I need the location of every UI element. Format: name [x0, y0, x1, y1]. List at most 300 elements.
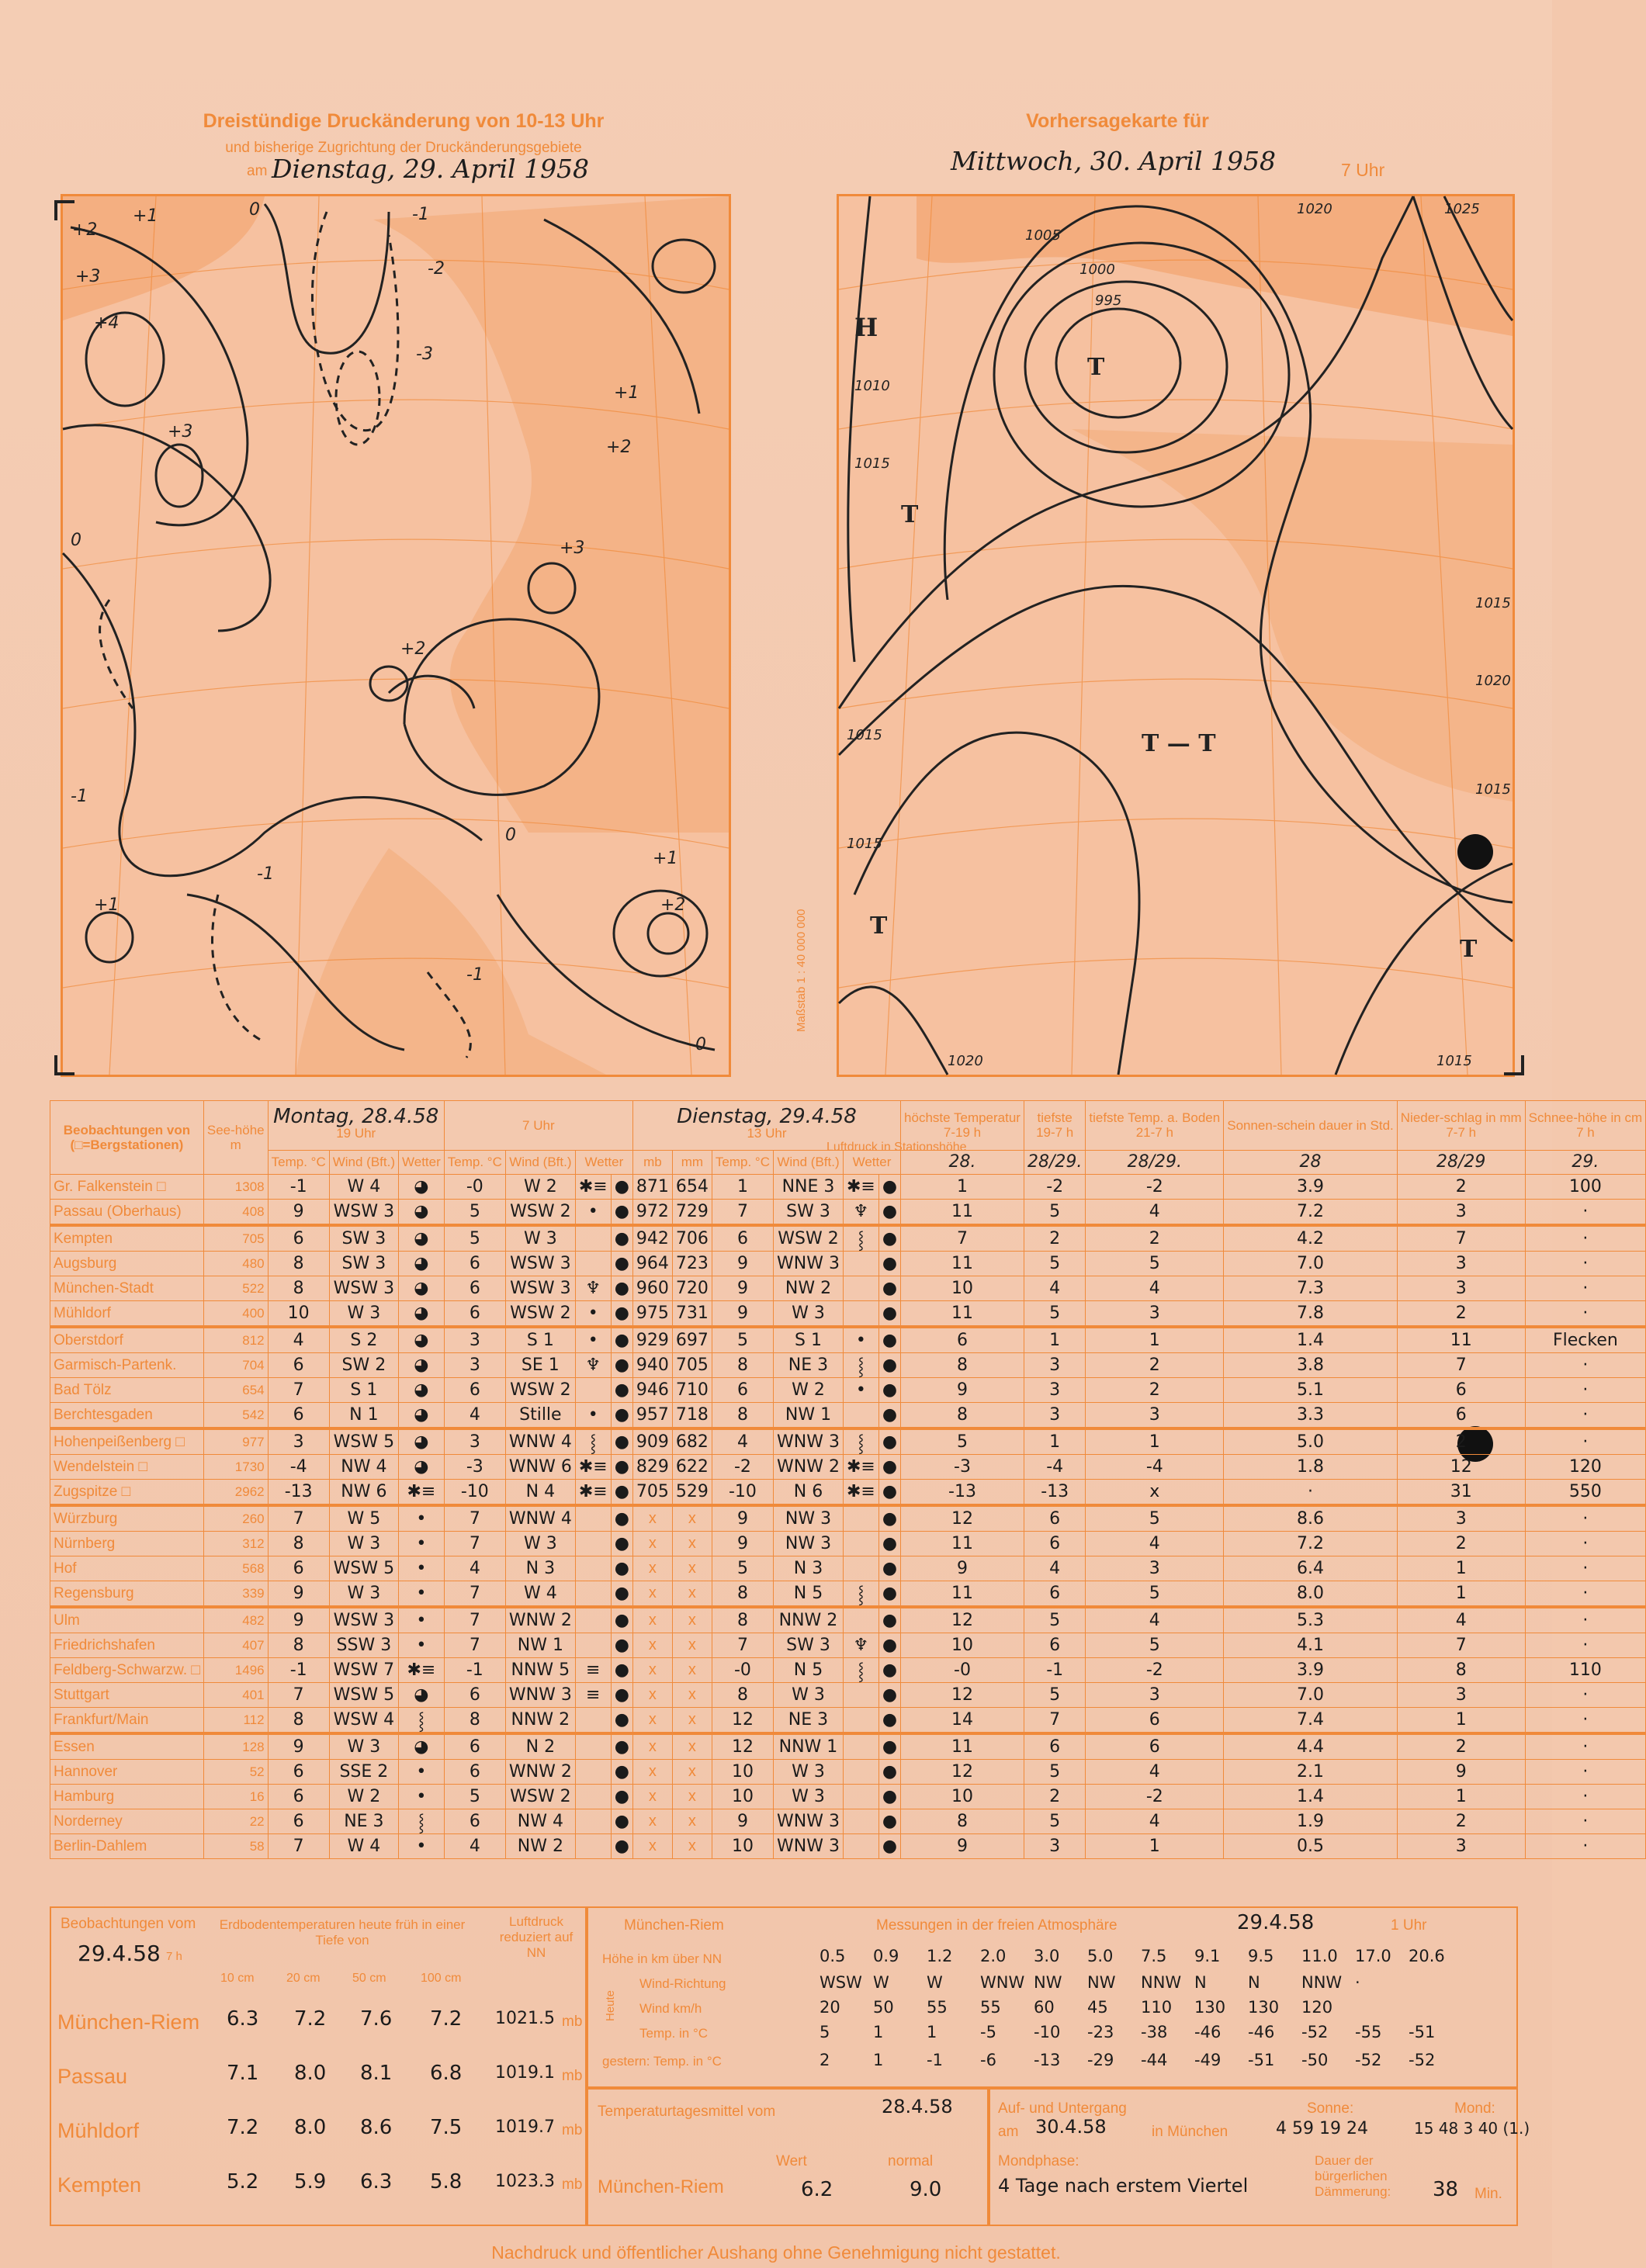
table-cell — [575, 1532, 611, 1556]
table-row — [50, 1455, 1646, 1480]
table-cell — [575, 1809, 611, 1834]
table-cell: 1 — [1397, 1556, 1525, 1581]
table-cell: 6 — [268, 1785, 329, 1809]
table-cell — [843, 1252, 878, 1276]
table-cell: ● — [611, 1505, 632, 1532]
soil-title: Beobachtungen vom — [61, 1916, 196, 1932]
table-cell: ● — [611, 1809, 632, 1834]
table-cell: x — [672, 1607, 712, 1633]
table-cell — [575, 1760, 611, 1785]
table-cell: 5 — [1024, 1607, 1085, 1633]
footer-notice: Nachdruck und öffentlicher Aushang ohne Genehmigung nicht gestattet. — [491, 2242, 1061, 2263]
table-cell: 11 — [901, 1200, 1024, 1226]
table-cell: ● — [878, 1301, 900, 1328]
map1-subtitle: und bisherige Zugrichtung der Druckänderungsgebiete — [225, 140, 582, 156]
table-cell: 0.5 — [1224, 1834, 1398, 1859]
aloft-cell: -10 — [1034, 2023, 1061, 2041]
table-cell: ● — [611, 1760, 632, 1785]
table-cell: x — [672, 1556, 712, 1581]
aloft-cell: 0.5 — [820, 1947, 846, 1965]
aloft-cell: -50 — [1301, 2051, 1329, 2069]
table-cell: S 1 — [774, 1327, 844, 1353]
table-cell: · — [1525, 1378, 1645, 1403]
map1-isoline-label: -2 — [428, 259, 445, 279]
header-station: Beobachtungen von (□=Bergstationen) — [50, 1101, 204, 1175]
station-name: Nürnberg — [50, 1532, 204, 1556]
table-cell: · — [1525, 1708, 1645, 1734]
aloft-cell: 2 — [820, 2051, 830, 2069]
table-cell: x — [632, 1708, 672, 1734]
aloft-cell: 55 — [980, 1998, 1001, 2017]
sun-sonne-label: Sonne: — [1307, 2100, 1354, 2117]
header-luftdruck-label: Luftdruck in Stationshöhe — [826, 1141, 967, 1154]
table-cell: ✱≡ — [575, 1175, 611, 1200]
aloft-cell: 1.2 — [927, 1947, 953, 1965]
station-height: 128 — [203, 1733, 268, 1760]
table-cell: 11 — [901, 1581, 1024, 1608]
map2-isobar-label: 1015 — [1436, 1053, 1472, 1069]
table-cell: WSW 2 — [505, 1200, 575, 1226]
station-height: 58 — [203, 1834, 268, 1859]
aloft-cell: 130 — [1194, 1998, 1226, 2017]
table-cell: Stille — [505, 1403, 575, 1429]
table-cell: ● — [611, 1200, 632, 1226]
table-cell: W 3 — [505, 1532, 575, 1556]
map1-isoline-label: +3 — [75, 267, 101, 286]
station-name: Regensburg — [50, 1581, 204, 1608]
table-cell: 2 — [1086, 1225, 1224, 1252]
table-cell: W 3 — [774, 1683, 844, 1708]
table-cell: N 5 — [774, 1581, 844, 1608]
table-cell: 5.0 — [1224, 1428, 1398, 1455]
header-date-sonne: 28 — [1224, 1150, 1398, 1174]
table-row — [50, 1480, 1646, 1506]
table-cell: WNW 4 — [505, 1505, 575, 1532]
soil-depth-50: 50 cm — [352, 1972, 386, 1985]
aloft-cell: -5 — [980, 2023, 996, 2041]
punch-hole — [1457, 834, 1493, 870]
soil-pressure: 1023.3 — [495, 2172, 555, 2191]
table-row — [50, 1633, 1646, 1658]
table-cell: x — [632, 1683, 672, 1708]
station-height: 568 — [203, 1556, 268, 1581]
table-row — [50, 1834, 1646, 1859]
table-cell: 9 — [712, 1301, 773, 1328]
aloft-cell: · — [1355, 1973, 1360, 1992]
table-cell: 964 — [632, 1252, 672, 1276]
aloft-cell: 110 — [1141, 1998, 1173, 2017]
table-cell — [575, 1708, 611, 1734]
aloft-row-height: Höhe in km über NN — [602, 1951, 723, 1966]
table-cell: 5 — [444, 1785, 505, 1809]
aloft-cell: 120 — [1301, 1998, 1333, 2017]
table-cell: 9 — [268, 1200, 329, 1226]
header-wind: Wind (Bft.) — [505, 1150, 575, 1174]
table-cell: WNW 2 — [774, 1455, 844, 1480]
table-cell: SW 3 — [329, 1225, 398, 1252]
table-cell: WNW 4 — [505, 1428, 575, 1455]
station-name: Berlin-Dahlem — [50, 1834, 204, 1859]
table-cell: 2 — [1397, 1532, 1525, 1556]
table-cell: 9 — [901, 1556, 1024, 1581]
table-cell: 6 — [444, 1683, 505, 1708]
header-nieder: Nieder-schlag in mm 7-7 h — [1397, 1101, 1525, 1151]
table-cell: x — [672, 1708, 712, 1734]
map1-isoline-label: +1 — [133, 206, 158, 226]
table-cell — [575, 1556, 611, 1581]
table-cell — [843, 1276, 878, 1301]
table-cell — [843, 1403, 878, 1429]
table-cell: 909 — [632, 1428, 672, 1455]
station-name: Essen — [50, 1733, 204, 1760]
table-cell: x — [632, 1760, 672, 1785]
table-cell: 3 — [1397, 1505, 1525, 1532]
table-cell: 3 — [1024, 1403, 1085, 1429]
table-cell: 7.0 — [1224, 1683, 1398, 1708]
table-cell: -1 — [444, 1658, 505, 1683]
table-cell: 6 — [901, 1327, 1024, 1353]
table-cell: · — [1525, 1200, 1645, 1226]
table-cell: 7.2 — [1224, 1532, 1398, 1556]
table-cell: 7.0 — [1224, 1252, 1398, 1276]
table-cell: ✱≡ — [843, 1175, 878, 1200]
observation-table — [50, 1100, 1646, 1859]
table-cell: x — [632, 1733, 672, 1760]
aloft-row-yesterday: gestern: Temp. in °C — [602, 2054, 722, 2069]
aloft-cell: -23 — [1087, 2023, 1114, 2041]
table-cell: NE 3 — [329, 1809, 398, 1834]
sun-date: 30.4.58 — [1035, 2116, 1107, 2138]
station-name: Würzburg — [50, 1505, 204, 1532]
table-cell: WNW 2 — [505, 1760, 575, 1785]
table-cell: -1 — [268, 1175, 329, 1200]
soil-date-suffix: 7 h — [166, 1950, 182, 1963]
map1-isoline-label: 0 — [71, 531, 81, 550]
table-cell: · — [1525, 1505, 1645, 1532]
table-cell: • — [575, 1403, 611, 1429]
table-cell: 6 — [1086, 1733, 1224, 1760]
soil-station: Mühldorf — [57, 2119, 140, 2142]
table-cell: 5 — [712, 1327, 773, 1353]
table-cell: • — [399, 1760, 445, 1785]
table-cell: 1.9 — [1224, 1809, 1398, 1834]
map2-isobar-label: 1015 — [1475, 595, 1511, 611]
table-cell — [575, 1581, 611, 1608]
table-cell: ● — [878, 1480, 900, 1506]
station-name: Norderney — [50, 1809, 204, 1834]
soil-station: München-Riem — [57, 2010, 200, 2034]
table-cell: 6 — [1024, 1581, 1085, 1608]
table-cell: -13 — [1024, 1480, 1085, 1506]
table-cell: • — [399, 1785, 445, 1809]
table-cell: ◕ — [399, 1353, 445, 1378]
table-cell: 6 — [444, 1378, 505, 1403]
aloft-cell: N — [1194, 1973, 1207, 1992]
soil-temp: 8.0 — [294, 2116, 327, 2139]
aloft-cell: 20.6 — [1409, 1947, 1445, 1965]
header-date-schnee: 29. — [1525, 1150, 1645, 1174]
table-cell: ● — [611, 1733, 632, 1760]
station-name: Ulm — [50, 1607, 204, 1633]
table-cell: WSW 3 — [329, 1607, 398, 1633]
table-cell: N 6 — [774, 1480, 844, 1506]
table-cell: 11 — [901, 1733, 1024, 1760]
table-cell: N 3 — [774, 1556, 844, 1581]
table-cell: NNW 2 — [774, 1607, 844, 1633]
table-cell: x — [672, 1683, 712, 1708]
table-cell: · — [1525, 1733, 1645, 1760]
table-cell: SW 2 — [329, 1353, 398, 1378]
table-cell: ● — [611, 1834, 632, 1859]
soil-pressure-unit: mb — [562, 2176, 583, 2193]
table-cell: -2 — [1086, 1175, 1224, 1200]
table-cell: ✱≡ — [399, 1658, 445, 1683]
table-cell: 31 — [1397, 1480, 1525, 1506]
table-cell: ◕ — [399, 1200, 445, 1226]
aloft-cell: -55 — [1355, 2023, 1382, 2041]
soil-temp: 7.2 — [294, 2007, 327, 2031]
table-cell: ⸾ — [843, 1225, 878, 1252]
soil-temp: 7.2 — [430, 2007, 463, 2031]
station-name: Hohenpeißenberg □ — [50, 1428, 204, 1455]
table-cell: ◕ — [399, 1455, 445, 1480]
table-cell: NE 3 — [774, 1353, 844, 1378]
table-cell: ● — [611, 1225, 632, 1252]
aloft-cell: W — [873, 1973, 889, 1992]
table-cell: 9 — [712, 1809, 773, 1834]
table-cell: 4.2 — [1224, 1225, 1398, 1252]
sun-mond-label: Mond: — [1454, 2100, 1495, 2117]
table-cell — [843, 1683, 878, 1708]
table-cell: 550 — [1525, 1480, 1645, 1506]
table-cell: 2 — [1397, 1301, 1525, 1328]
table-cell: 8 — [712, 1353, 773, 1378]
table-cell: ● — [878, 1633, 900, 1658]
table-cell: x — [632, 1633, 672, 1658]
soil-pressure: 1019.7 — [495, 2117, 555, 2137]
soil-depth-20: 20 cm — [286, 1972, 321, 1985]
table-cell: WSW 3 — [505, 1276, 575, 1301]
map1-isoline-label: +1 — [614, 383, 639, 403]
svg-text:T: T — [1087, 354, 1105, 381]
header-temp: Temp. °C — [444, 1150, 505, 1174]
table-cell: 3 — [444, 1428, 505, 1455]
map-scale: Maßstab 1 : 40 000 000 — [795, 909, 808, 1032]
table-cell: ◕ — [399, 1327, 445, 1353]
table-cell: 5 — [1024, 1200, 1085, 1226]
map2-isobar-label: 1005 — [1025, 227, 1061, 244]
header-height: See-höhe m — [203, 1101, 268, 1175]
table-cell: ● — [878, 1353, 900, 1378]
soil-temp: 6.3 — [360, 2170, 393, 2194]
table-cell: ● — [611, 1532, 632, 1556]
header-temp: Temp. °C — [712, 1150, 773, 1174]
table-cell: W 2 — [774, 1378, 844, 1403]
table-cell: 723 — [672, 1252, 712, 1276]
table-cell: ◕ — [399, 1378, 445, 1403]
header-wetter: Wetter — [843, 1150, 900, 1174]
table-cell: 1 — [1024, 1428, 1085, 1455]
table-cell: NNW 2 — [505, 1708, 575, 1734]
table-row — [50, 1556, 1646, 1581]
station-name: Garmisch-Partenk. — [50, 1353, 204, 1378]
table-cell: • — [843, 1378, 878, 1403]
table-cell: ● — [611, 1378, 632, 1403]
header-date-boden: 28/29. — [1086, 1150, 1224, 1174]
table-cell: -10 — [712, 1480, 773, 1506]
table-cell: 9 — [268, 1733, 329, 1760]
table-cell: x — [632, 1834, 672, 1859]
table-cell: x — [632, 1658, 672, 1683]
table-cell — [575, 1785, 611, 1809]
table-cell: 12 — [712, 1733, 773, 1760]
table-cell: x — [672, 1785, 712, 1809]
table-cell: 6 — [444, 1276, 505, 1301]
header-wind: Wind (Bft.) — [329, 1150, 398, 1174]
aloft-cell: 60 — [1034, 1998, 1055, 2017]
header-wetter: Wetter — [399, 1150, 445, 1174]
station-name: Hof — [50, 1556, 204, 1581]
table-cell: SSE 2 — [329, 1760, 398, 1785]
aloft-cell: N — [1248, 1973, 1260, 1992]
table-cell: 682 — [672, 1428, 712, 1455]
table-cell — [843, 1607, 878, 1633]
table-cell: • — [399, 1834, 445, 1859]
table-cell: 5 — [1086, 1633, 1224, 1658]
table-cell: · — [1525, 1785, 1645, 1809]
table-cell: 6 — [712, 1378, 773, 1403]
station-height: 407 — [203, 1633, 268, 1658]
table-cell: SW 3 — [329, 1252, 398, 1276]
table-cell: W 4 — [329, 1834, 398, 1859]
crop-mark — [1504, 1055, 1524, 1075]
table-cell: 5 — [1086, 1581, 1224, 1608]
table-cell: NE 3 — [774, 1708, 844, 1734]
svg-text:T: T — [901, 501, 919, 528]
table-cell: 3.8 — [1224, 1353, 1398, 1378]
aloft-cell: -52 — [1409, 2051, 1436, 2069]
table-cell: N 5 — [774, 1658, 844, 1683]
table-cell: 4 — [268, 1327, 329, 1353]
table-cell: x — [632, 1809, 672, 1834]
table-cell: 1 — [901, 1175, 1024, 1200]
station-height: 260 — [203, 1505, 268, 1532]
aloft-cell: 7.5 — [1141, 1947, 1167, 1965]
table-cell: S 1 — [329, 1378, 398, 1403]
table-cell: x — [672, 1633, 712, 1658]
table-cell: 10 — [901, 1633, 1024, 1658]
table-cell: ◕ — [399, 1252, 445, 1276]
table-cell: 11 — [901, 1252, 1024, 1276]
table-cell: 7 — [1024, 1708, 1085, 1734]
mean-normal: 9.0 — [910, 2178, 942, 2201]
header-luftdruck-mm: mm — [672, 1150, 712, 1174]
map2-isobar-label: 1020 — [1475, 673, 1511, 689]
table-cell: • — [399, 1607, 445, 1633]
aloft-time: 1 Uhr — [1391, 1917, 1427, 1934]
station-name: Gr. Falkenstein □ — [50, 1175, 204, 1200]
table-cell: 729 — [672, 1200, 712, 1226]
table-cell: SW 3 — [774, 1200, 844, 1226]
table-cell: 5 — [444, 1225, 505, 1252]
table-cell: ⸾ — [843, 1353, 878, 1378]
table-cell: ● — [878, 1708, 900, 1734]
table-cell: WSW 3 — [329, 1276, 398, 1301]
table-cell: -0 — [444, 1175, 505, 1200]
aloft-cell: NW — [1034, 1973, 1062, 1992]
table-cell: 7 — [1397, 1633, 1525, 1658]
table-cell: 2 — [1397, 1733, 1525, 1760]
table-cell: ● — [878, 1252, 900, 1276]
sun-phase: 4 Tage nach erstem Viertel — [998, 2175, 1249, 2197]
table-cell: WSW 5 — [329, 1556, 398, 1581]
table-cell: -2 — [1086, 1658, 1224, 1683]
table-cell: x — [632, 1532, 672, 1556]
table-cell: x — [632, 1581, 672, 1608]
aloft-cell: -46 — [1248, 2023, 1275, 2041]
table-cell: 4 — [1086, 1760, 1224, 1785]
table-cell: 9 — [268, 1581, 329, 1608]
table-cell: 5 — [1024, 1683, 1085, 1708]
table-cell: -3 — [444, 1455, 505, 1480]
table-cell: 4 — [1086, 1200, 1224, 1226]
table-cell: x — [672, 1658, 712, 1683]
table-cell: 3 — [1024, 1353, 1085, 1378]
table-cell: ◕ — [399, 1683, 445, 1708]
table-cell: ● — [611, 1175, 632, 1200]
aloft-station: München-Riem — [624, 1917, 724, 1934]
soil-depth-100: 100 cm — [421, 1972, 462, 1985]
soil-pressure-unit: mb — [562, 2068, 583, 2084]
table-cell: NW 2 — [774, 1276, 844, 1301]
table-cell: 12 — [712, 1708, 773, 1734]
svg-text:T — T: T — T — [1142, 730, 1216, 757]
table-cell: x — [1086, 1480, 1224, 1506]
aloft-cell: 2.0 — [980, 1947, 1007, 1965]
table-cell: 6 — [268, 1809, 329, 1834]
table-cell: N 2 — [505, 1733, 575, 1760]
table-cell — [843, 1834, 878, 1859]
table-cell: 929 — [632, 1327, 672, 1353]
table-cell — [575, 1505, 611, 1532]
table-cell: 4.4 — [1224, 1733, 1398, 1760]
table-cell: ⸾ — [575, 1428, 611, 1455]
header-date-hoechste: 28. — [901, 1150, 1024, 1174]
table-cell: x — [632, 1505, 672, 1532]
sun-label2: am — [998, 2124, 1019, 2140]
table-row — [50, 1428, 1646, 1455]
table-cell: ● — [878, 1532, 900, 1556]
aloft-cell: 50 — [873, 1998, 894, 2017]
map1-isoline-label: -3 — [416, 345, 433, 364]
table-cell: 5 — [712, 1556, 773, 1581]
table-row — [50, 1785, 1646, 1809]
sun-twilight-label: Dauer der bürgerlichen Dämmerung: — [1315, 2153, 1391, 2199]
soil-temp: 7.6 — [360, 2007, 393, 2031]
station-name: Feldberg-Schwarzw. □ — [50, 1658, 204, 1683]
station-height: 408 — [203, 1200, 268, 1226]
aloft-cell: NW — [1087, 1973, 1116, 1992]
table-cell: 1 — [1086, 1327, 1224, 1353]
table-cell — [843, 1760, 878, 1785]
table-cell: 7.8 — [1224, 1301, 1398, 1328]
station-height: 401 — [203, 1683, 268, 1708]
table-cell: 8 — [268, 1252, 329, 1276]
soil-pressure: 1019.1 — [495, 2063, 555, 2083]
soil-date: 29.4.58 — [78, 1941, 161, 1966]
table-cell: 3 — [1397, 1834, 1525, 1859]
table-cell: 10 — [901, 1785, 1024, 1809]
